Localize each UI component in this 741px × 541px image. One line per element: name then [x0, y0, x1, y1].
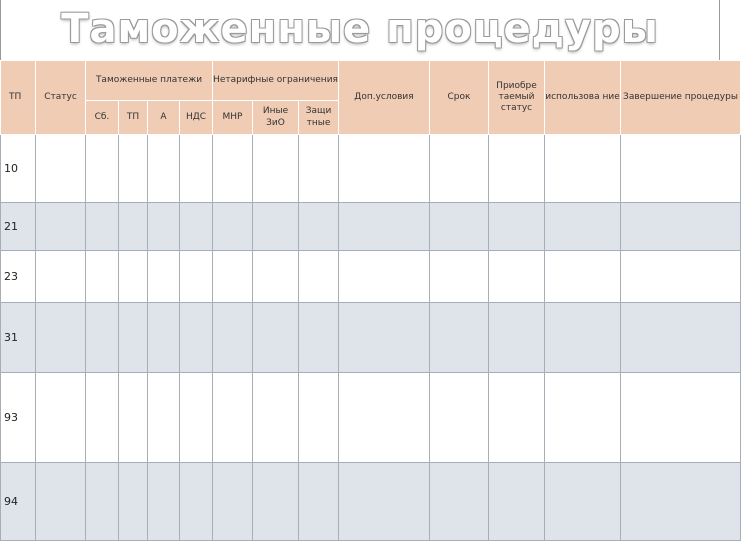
table-cell[interactable]	[86, 463, 119, 541]
table-cell[interactable]	[299, 251, 339, 303]
header-tp: ТП	[1, 61, 36, 135]
table-cell[interactable]	[299, 373, 339, 463]
table-cell[interactable]	[430, 303, 489, 373]
table-cell[interactable]	[253, 303, 299, 373]
table-row	[1, 463, 741, 541]
table-cell[interactable]	[253, 203, 299, 251]
table-cell[interactable]	[621, 251, 741, 303]
header-mnr: МНР	[213, 101, 253, 135]
table-cell[interactable]	[621, 463, 741, 541]
table-cell[interactable]	[545, 303, 621, 373]
table-row	[1, 251, 741, 303]
row-code: 93	[1, 373, 36, 463]
table-cell[interactable]	[489, 251, 545, 303]
table-cell[interactable]	[339, 463, 430, 541]
table-cell[interactable]	[339, 303, 430, 373]
table-cell[interactable]	[621, 135, 741, 203]
table-cell[interactable]	[545, 203, 621, 251]
table-cell[interactable]	[621, 373, 741, 463]
row-code: 23	[1, 251, 36, 303]
table-cell[interactable]	[299, 463, 339, 541]
table-cell[interactable]	[213, 303, 253, 373]
table-cell[interactable]	[119, 251, 148, 303]
table-cell[interactable]	[148, 251, 180, 303]
row-code: 94	[1, 463, 36, 541]
table-cell[interactable]	[86, 251, 119, 303]
table-cell[interactable]	[299, 135, 339, 203]
table-cell[interactable]	[119, 303, 148, 373]
table-cell[interactable]	[489, 303, 545, 373]
table-cell[interactable]	[180, 203, 213, 251]
header-status: Статус	[36, 61, 86, 135]
table-cell[interactable]	[253, 251, 299, 303]
row-code: 21	[1, 203, 36, 251]
table-cell[interactable]	[213, 251, 253, 303]
table-cell[interactable]	[339, 373, 430, 463]
title-frame-left	[0, 0, 1, 60]
header-term: Срок	[430, 61, 489, 135]
table-cell[interactable]	[545, 463, 621, 541]
table-cell[interactable]	[430, 373, 489, 463]
table-cell[interactable]	[119, 373, 148, 463]
table-cell[interactable]	[489, 203, 545, 251]
table-row	[1, 373, 741, 463]
table-cell[interactable]	[180, 373, 213, 463]
table-cell[interactable]	[119, 135, 148, 203]
table-cell[interactable]	[36, 203, 86, 251]
table-cell[interactable]	[430, 251, 489, 303]
table-cell[interactable]	[213, 463, 253, 541]
table-cell[interactable]	[253, 373, 299, 463]
table-cell[interactable]	[253, 463, 299, 541]
table-row	[1, 203, 741, 251]
table-cell[interactable]	[119, 463, 148, 541]
header-acquired-status: Приобре таемый статус	[489, 61, 545, 135]
row-code: 31	[1, 303, 36, 373]
table-cell[interactable]	[621, 203, 741, 251]
table-cell[interactable]	[86, 203, 119, 251]
table-cell[interactable]	[36, 303, 86, 373]
table-cell[interactable]	[148, 463, 180, 541]
header-other: Иные ЗиО	[253, 101, 299, 135]
table-cell[interactable]	[119, 203, 148, 251]
row-code: 10	[1, 135, 36, 203]
table-cell[interactable]	[180, 303, 213, 373]
table-cell[interactable]	[545, 135, 621, 203]
table-cell[interactable]	[213, 373, 253, 463]
header-usage: использова ние	[545, 61, 621, 135]
table-cell[interactable]	[299, 203, 339, 251]
table-cell[interactable]	[545, 373, 621, 463]
table-cell[interactable]	[86, 135, 119, 203]
title-frame-right	[719, 0, 720, 60]
header-customs-payments: Таможенные платежи	[86, 61, 213, 101]
table-cell[interactable]	[621, 303, 741, 373]
table-cell[interactable]	[339, 203, 430, 251]
table-cell[interactable]	[148, 135, 180, 203]
table-cell[interactable]	[148, 203, 180, 251]
header-completion: Завершение процедуры	[621, 61, 741, 135]
table-cell[interactable]	[489, 373, 545, 463]
table-row	[1, 303, 741, 373]
table-cell[interactable]	[489, 463, 545, 541]
header-pay-a: А	[148, 101, 180, 135]
table-cell[interactable]	[299, 303, 339, 373]
table-cell[interactable]	[430, 135, 489, 203]
table-cell[interactable]	[213, 135, 253, 203]
table-cell[interactable]	[86, 373, 119, 463]
page-title: Таможенные процедуры	[61, 6, 659, 52]
header-nontariff-restrictions: Нетарифные ограничения	[213, 61, 339, 101]
customs-procedures-table	[0, 60, 741, 541]
table-cell[interactable]	[253, 135, 299, 203]
table-cell[interactable]	[148, 303, 180, 373]
table-cell[interactable]	[180, 135, 213, 203]
table-cell[interactable]	[213, 203, 253, 251]
table-cell[interactable]	[339, 135, 430, 203]
table-cell[interactable]	[430, 463, 489, 541]
header-pay-sb: Сб.	[86, 101, 119, 135]
table-cell[interactable]	[489, 135, 545, 203]
header-protective: Защи тные	[299, 101, 339, 135]
table-cell[interactable]	[430, 203, 489, 251]
table-cell[interactable]	[36, 463, 86, 541]
header-extra-conditions: Доп.условия	[339, 61, 430, 135]
table-cell[interactable]	[180, 251, 213, 303]
table-cell[interactable]	[36, 373, 86, 463]
header-pay-nds: НДС	[180, 101, 213, 135]
table-row	[1, 135, 741, 203]
table-cell[interactable]	[148, 373, 180, 463]
table-cell[interactable]	[86, 303, 119, 373]
header-pay-tp: ТП	[119, 101, 148, 135]
table-cell[interactable]	[36, 135, 86, 203]
table-cell[interactable]	[180, 463, 213, 541]
table-cell[interactable]	[36, 251, 86, 303]
table-cell[interactable]	[339, 251, 430, 303]
table-cell[interactable]	[545, 251, 621, 303]
